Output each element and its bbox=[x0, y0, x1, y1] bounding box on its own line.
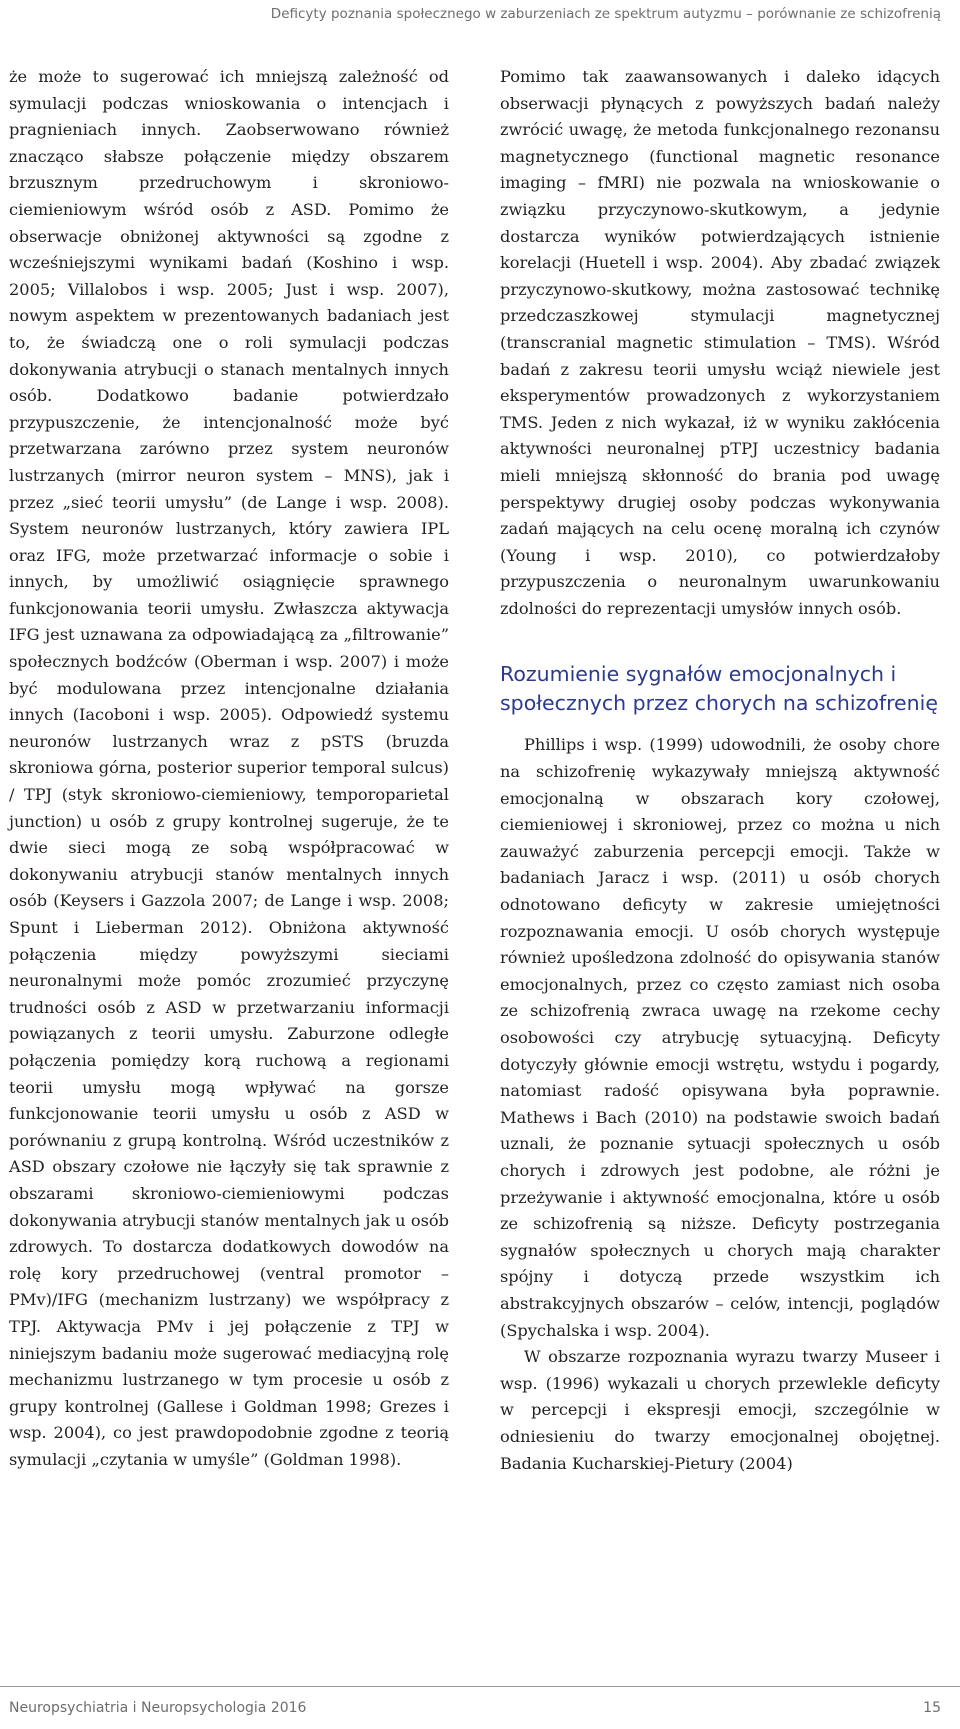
left-column bbox=[9, 64, 449, 1473]
body-paragraph: Pomimo tak zaawansowanych i daleko idących obserwacji płynących z powyższych badań należy zwrócić uwagę, że metoda funkcjonalnego rezonansu magnetycznego (functional magnetic resonance imaging – fMRI) nie pozwala na wnioskowanie o związku przyczynowo-skutkowym, a jedynie dostarcza wyników potwierdzających istnienie korelacji (Huetell i wsp. 2004). Aby zbadać związek przyczynowo-skutkowy, można zastosować technikę przedczaszkowej stymulacji magnetycznej (transcranial magnetic stimulation – TMS). Wśród badań z zakresu teorii umysłu wciąż niewiele jest eksperymentów prowadzonych z wykorzystaniem TMS. Jeden z nich wykazał, iż w wyniku zakłócenia aktywności neuronalnej pTPJ uczestnicy badania mieli mniejszą skłonność do brania pod uwagę perspektywy drugiej osoby podczas wykonywania zadań mających na celu ocenę moralną ich czynów (Young i wsp. 2010), co potwierdzałoby przypuszczenia o neuronalnym uwarunkowaniu zdolności do reprezentacji umysłów innych osób. bbox=[500, 67, 940, 618]
footer-journal-name: Neuropsychiatria i Neuropsychologia 2016 bbox=[9, 1700, 307, 1716]
right-column bbox=[500, 64, 940, 1477]
running-head: Deficyty poznania społecznego w zaburzeniach ze spektrum autyzmu – porównanie ze schizofrenią bbox=[270, 6, 941, 22]
body-paragraph: że może to sugerować ich mniejszą zależność od symulacji podczas wnioskowania o intencjach i pragnieniach innych. Zaobserwowano również znacząco słabsze połączenie między obszarem brzusznym przedruchowym i skroniowo-ciemieniowym wśród osób z ASD. Pomimo że obserwacje obniżonej aktywności są zgodne z wcześniejszymi wynikami badań (Koshino i wsp. 2005; Villalobos i wsp. 2005; Just i wsp. 2007), nowym aspektem w prezentowanych badaniach jest to, że świadczą one o roli symulacji podczas dokonywania atrybucji o stanach mentalnych innych osób. Dodatkowo badanie potwierdzało przypuszczenie, że intencjonalność może być przetwarzana zarówno przez system neuronów lustrzanych (mirror neuron system – MNS), jak i przez „sieć teorii umysłu” (de Lange i wsp. 2008). System neuronów lustrzanych, który zawiera IPL oraz IFG, może przetwarzać informacje o sobie i innych, by umożliwić osiągnięcie sprawnego funkcjonowania teorii umysłu. Zwłaszcza aktywacja IFG jest uznawana za odpowiadającą za „filtrowanie” społecznych bodźców (Oberman i wsp. 2007) i może być modulowana przez intencjonalne działania innych (Iacoboni i wsp. 2005). Odpowiedź systemu neuronów lustrzanych wraz z pSTS (bruzda skroniowa górna, posterior superior temporal sulcus) / TPJ (styk skroniowo-ciemieniowy, temporoparietal junction) u osób z grupy kontrolnej sugeruje, że te dwie sieci mogą ze sobą współpracować w dokonywaniu atrybucji stanów mentalnych innych osób (Keysers i Gazzola 2007; de Lange i wsp. 2008; Spunt i Lieberman 2012). Obniżona aktywność połączenia między powyższymi sieciami neuronalnymi może pomóc zrozumieć przyczynę trudności osób z ASD w przetwarzaniu informacji powiązanych z teorii umysłu. Zaburzone odległe połączenia pomiędzy korą ruchową a regionami teorii umysłu mogą wpływać na gorsze funkcjonowanie teorii umysłu u osób z ASD w porównaniu z grupą kontrolną. Wśród uczestników z ASD obszary czołowe nie łączyły się tak sprawnie z obszarami skroniowo-ciemieniowymi podczas dokonywania atrybucji stanów mentalnych jak u osób zdrowych. To dostarcza dodatkowych dowodów na rolę kory przedruchowej (ventral promotor – PMv)/IFG (mechanizm lustrzany) we współpracy z TPJ. Aktywacja PMv i jej połączenie z TPJ w niniejszym badaniu może sugerować mediacyjną rolę mechanizmu lustrzanego w tym procesie u osób z grupy kontrolnej (Gallese i Goldman 1998; Grezes i wsp. 2004), co jest prawdopodobnie zgodne z teorią symulacji „czytania w umyśle” (Goldman 1998). bbox=[9, 67, 449, 1469]
body-paragraph: Phillips i wsp. (1999) udowodnili, że osoby chore na schizofrenię wykazywały mniejszą aktywność emocjonalną w obszarach kory czołowej, ciemieniowej i skroniowej, przez co można u nich zauważyć zaburzenia percepcji emocji. Także w badaniach Jaracz i wsp. (2011) u osób chorych odnotowano deficyty w zakresie umiejętności rozpoznawania emocji. U osób chorych występuje również upośledzona zdolność do opisywania stanów emocjonalnych, przez co często zamiast nich osoba ze schizofrenią zwraca uwagę na rzekome cechy osobowości czy atrybucję sytuacyjną. Deficyty dotyczyły głównie emocji wstrętu, wstydu i pogardy, natomiast radość opisywana była poprawnie. Mathews i Bach (2010) na podstawie swoich badań uznali, że poznanie sytuacji społecznych u osób chorych i zdrowych jest podobne, ale różni je przeżywanie i aktywność emocjonalna, które u osób ze schizofrenią są niższe. Deficyty postrzegania sygnałów społecznych u chorych mają charakter spójny i dotyczą przede wszystkim ich abstrakcyjnych obszarów – celów, intencji, poglądów (Spychalska i wsp. 2004). bbox=[500, 735, 940, 1340]
page-number: 15 bbox=[923, 1700, 941, 1716]
body-paragraph: W obszarze rozpoznania wyrazu twarzy Museer i wsp. (1996) wykazali u chorych przewlekle deficyty w percepcji i ekspresji emocji, szczególnie w odniesieniu do twarzy emocjonalnej obojętnej. Badania Kucharskiej-Pietury (2004) bbox=[500, 1347, 940, 1473]
section-heading: Rozumienie sygnałów emocjonalnych i społecznych przez chorych na schizofrenię bbox=[500, 662, 938, 716]
footer-divider bbox=[0, 1686, 960, 1687]
